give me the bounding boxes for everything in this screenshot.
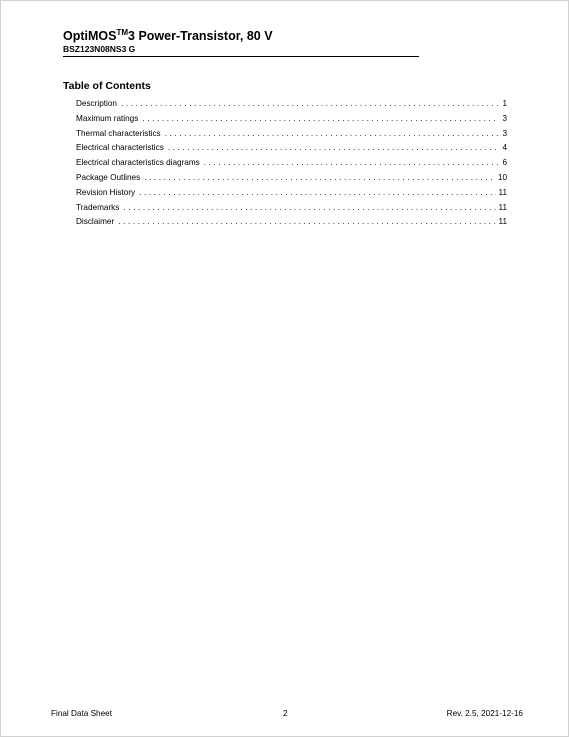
toc-entry-page: 3 (502, 113, 507, 123)
toc-entry-page: 11 (498, 187, 507, 197)
toc-entry-label: Trademarks (76, 202, 120, 212)
toc-entry-electrical-characteristics-diagrams[interactable] (76, 156, 507, 171)
dot-leader (118, 215, 495, 230)
toc-entry-label: Thermal characteristics (76, 128, 161, 138)
dot-leader (144, 171, 495, 186)
title-prefix: OptiMOS (63, 29, 117, 43)
toc-entry-description[interactable] (76, 97, 507, 112)
dot-leader (142, 112, 499, 127)
dot-leader (139, 186, 495, 201)
footer-revision-date: Rev. 2.5, 2021-12-16 (446, 709, 523, 718)
toc-entry-label: Revision History (76, 187, 136, 197)
toc-entry-page: 1 (502, 99, 507, 108)
trademark-superscript: TM (116, 27, 129, 37)
dot-leader (168, 141, 500, 156)
table-of-contents (76, 97, 507, 230)
toc-entry-page: 3 (502, 128, 507, 138)
toc-entry-thermal-characteristics[interactable] (76, 127, 507, 142)
toc-entry-electrical-characteristics[interactable] (76, 141, 507, 156)
toc-entry-label: Electrical characteristics diagrams (76, 158, 200, 168)
toc-entry-label: Description (76, 99, 117, 108)
toc-entry-revision-history[interactable] (76, 186, 507, 201)
dot-leader (165, 127, 500, 142)
page-number: 2 (283, 709, 288, 718)
page-footer (51, 708, 523, 720)
dot-leader (121, 97, 499, 112)
toc-entry-trademarks[interactable] (76, 201, 507, 216)
dot-leader (123, 201, 495, 216)
toc-entry-page: 11 (498, 217, 507, 227)
footer-document-status: Final Data Sheet (51, 709, 112, 718)
title-suffix: 3 Power-Transistor, 80 V (128, 29, 273, 43)
toc-entry-label: Electrical characteristics (76, 143, 164, 153)
toc-entry-page: 11 (498, 202, 507, 212)
toc-entry-package-outlines[interactable] (76, 171, 507, 186)
toc-entry-label: Maximum ratings (76, 113, 139, 123)
toc-entry-disclaimer[interactable] (76, 215, 507, 230)
toc-heading: Table of Contents (63, 80, 151, 92)
toc-entry-label: Disclaimer (76, 217, 115, 227)
toc-entry-page: 4 (502, 143, 507, 153)
toc-entry-page: 10 (497, 172, 507, 182)
toc-entry-maximum-ratings[interactable] (76, 112, 507, 127)
toc-entry-label: Package Outlines (76, 172, 141, 182)
part-number: BSZ123N08NS3 G (63, 44, 419, 57)
dot-leader (204, 156, 500, 171)
document-title (63, 28, 419, 44)
toc-entry-page: 6 (502, 158, 507, 168)
document-header (63, 28, 419, 57)
